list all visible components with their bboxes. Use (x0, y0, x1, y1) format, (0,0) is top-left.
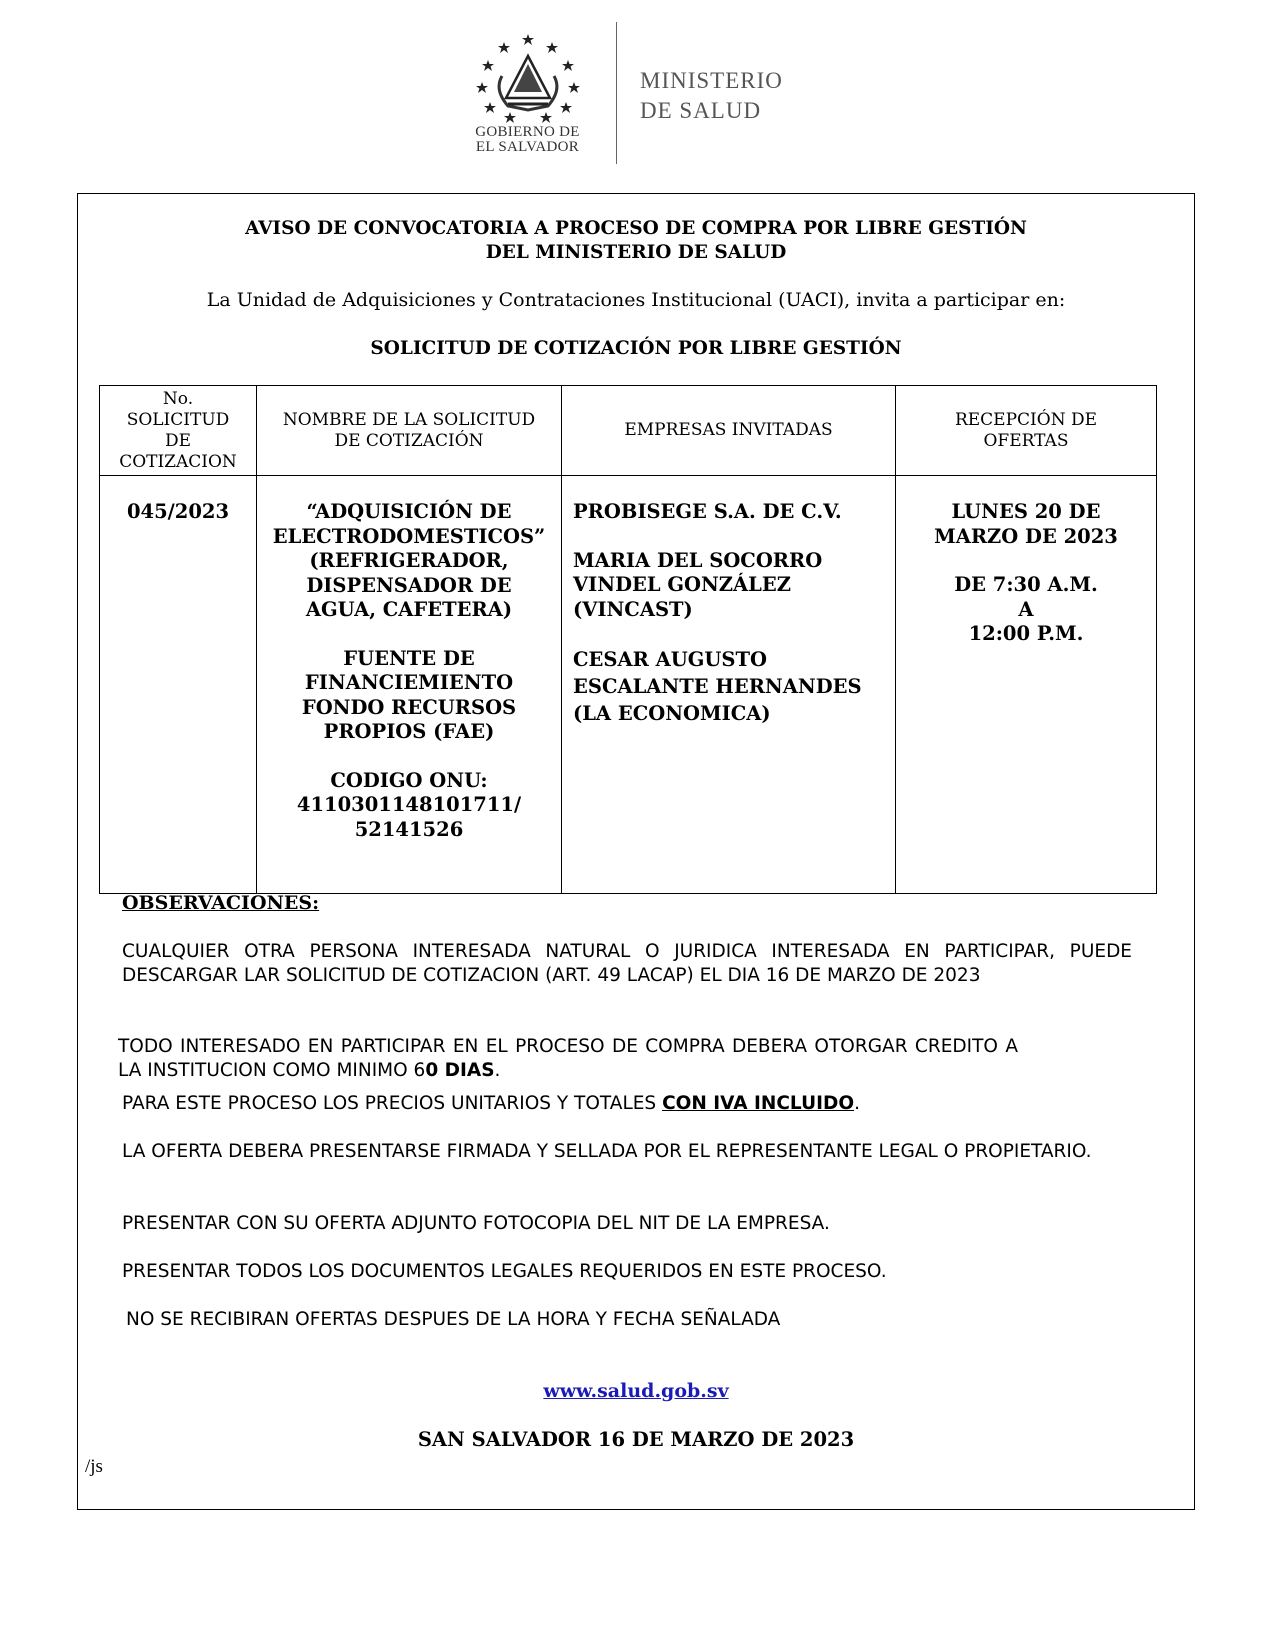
observation-2-days: 0 DIAS (425, 1060, 495, 1081)
cell-text: CODIGO ONU: (330, 768, 488, 792)
company-3: CESAR AUGUSTO (573, 648, 767, 671)
solicitud-number-cell (100, 476, 257, 894)
table-row (100, 476, 1157, 894)
ministry-name (640, 66, 783, 126)
header-text: EMPRESAS INVITADAS (624, 420, 833, 440)
observation-5: PRESENTAR CON SU OFERTA ADJUNTO FOTOCOPIA DEL NIT DE LA EMPRESA. (122, 1213, 830, 1234)
reception-time: A (1018, 597, 1034, 621)
cell-text: FUENTE DE (343, 646, 475, 670)
observation-2 (118, 1035, 1018, 1083)
notice-title-line-2: DEL MINISTERIO DE SALUD (485, 242, 787, 263)
cell-text: “ADQUISICIÓN DE (306, 500, 512, 523)
header-solicitud-number (100, 386, 257, 476)
reception-date: MARZO DE 2023 (934, 524, 1118, 548)
observation-3-emphasis: CON IVA INCLUIDO (662, 1093, 855, 1114)
cell-text: FINANCIEMIENTO (304, 671, 514, 694)
ministry-line-1: MINISTERIO (640, 68, 783, 93)
header-divider (616, 22, 617, 164)
header-text: SOLICITUD (126, 409, 230, 430)
company-2: MARIA DEL SOCORRO (573, 548, 823, 572)
header-text: DE COTIZACIÓN (334, 430, 484, 451)
gov-line-2: EL SALVADOR (475, 139, 580, 155)
header-invited-companies (562, 386, 896, 476)
observation-2-end: . (494, 1060, 501, 1081)
notice-subtitle: SOLICITUD DE COTIZACIÓN POR LIBRE GESTIÓN (370, 338, 902, 359)
header-text: No. (162, 388, 194, 409)
observation-3-end: . (854, 1093, 860, 1114)
company-2: (VINCAST) (573, 597, 693, 621)
website-link[interactable]: www.salud.gob.sv (543, 1380, 729, 1402)
header-text: OFERTAS (983, 430, 1069, 451)
cell-text: AGUA, CAFETERA) (305, 598, 513, 621)
cell-text: FONDO RECURSOS (301, 695, 517, 719)
reception-time: 12:00 P.M. (968, 622, 1084, 645)
observation-4: LA OFERTA DEBERA PRESENTARSE FIRMADA Y SELLADA POR EL REPRESENTANTE LEGAL O PROPIETARIO. (122, 1141, 1092, 1162)
observation-3-text: PARA ESTE PROCESO LOS PRECIOS UNITARIOS Y TOTALES (122, 1093, 663, 1114)
letterhead (0, 0, 1275, 185)
invited-companies-cell (562, 476, 896, 894)
national-seal-icon (468, 32, 588, 124)
observations-heading: OBSERVACIONES: (122, 892, 320, 914)
company-3: (LA ECONOMICA) (573, 702, 771, 725)
ministry-line-2: DE SALUD (640, 98, 762, 123)
observation-6: PRESENTAR TODOS LOS DOCUMENTOS LEGALES REQUERIDOS EN ESTE PROCESO. (122, 1261, 887, 1282)
author-initials: /js (85, 1456, 103, 1477)
cell-text: ELECTRODOMESTICOS” (272, 524, 546, 548)
quotation-table (99, 385, 1157, 894)
header-text: NOMBRE DE LA SOLICITUD (282, 409, 536, 430)
company-3: ESCALANTE HERNANDES (573, 675, 862, 698)
notice-title-line-1: AVISO DE CONVOCATORIA A PROCESO DE COMPRA POR LIBRE GESTIÓN (245, 218, 1027, 239)
reception-time: DE 7:30 A.M. (954, 573, 1098, 596)
observation-3 (122, 1092, 1132, 1116)
solicitud-number: 045/2023 (126, 500, 230, 523)
header-text: DE (164, 430, 192, 451)
cell-text: 4110301148101711/ (296, 793, 522, 816)
header-offer-reception (896, 386, 1157, 476)
government-label (455, 125, 600, 155)
closing-date: SAN SALVADOR 16 DE MARZO DE 2023 (417, 1428, 855, 1451)
header-text: RECEPCIÓN DE (954, 409, 1098, 430)
notice-intro: La Unidad de Adquisiciones y Contrataciones Institucional (UACI), invita a participar en: (206, 289, 1066, 311)
offer-reception-cell (896, 476, 1157, 894)
solicitud-name-cell (257, 476, 562, 894)
observation-1: CUALQUIER OTRA PERSONA INTERESADA NATURAL O JURIDICA INTERESADA EN PARTICIPAR, PUEDE DESCARGAR LAR SOLICITUD DE COTIZACION (ART. 49 LACAP) EL DIA 16 DE MARZO DE 2023 (122, 941, 1132, 986)
header-solicitud-name (257, 386, 562, 476)
gov-line-1: GOBIERNO DE (475, 124, 580, 140)
company-2: VINDEL GONZÁLEZ (573, 573, 791, 596)
cell-text: DISPENSADOR DE (306, 573, 512, 597)
cell-text: PROPIOS (FAE) (323, 720, 495, 743)
reception-date: LUNES 20 DE (951, 500, 1101, 523)
header-text: COTIZACION (119, 451, 237, 472)
cell-text: (REFRIGERADOR, (309, 549, 509, 572)
company-1: PROBISEGE S.A. DE C.V. (573, 500, 842, 523)
table-header-row (100, 386, 1157, 476)
observation-2-text: TODO INTERESADO EN PARTICIPAR EN EL PROCESO DE COMPRA DEBERA OTORGAR CREDITO A LA INSTITUCION COMO MINIMO 6 (118, 1036, 1018, 1081)
observation-7: NO SE RECIBIRAN OFERTAS DESPUES DE LA HORA Y FECHA SEÑALADA (126, 1309, 781, 1330)
cell-text: 52141526 (354, 817, 464, 841)
